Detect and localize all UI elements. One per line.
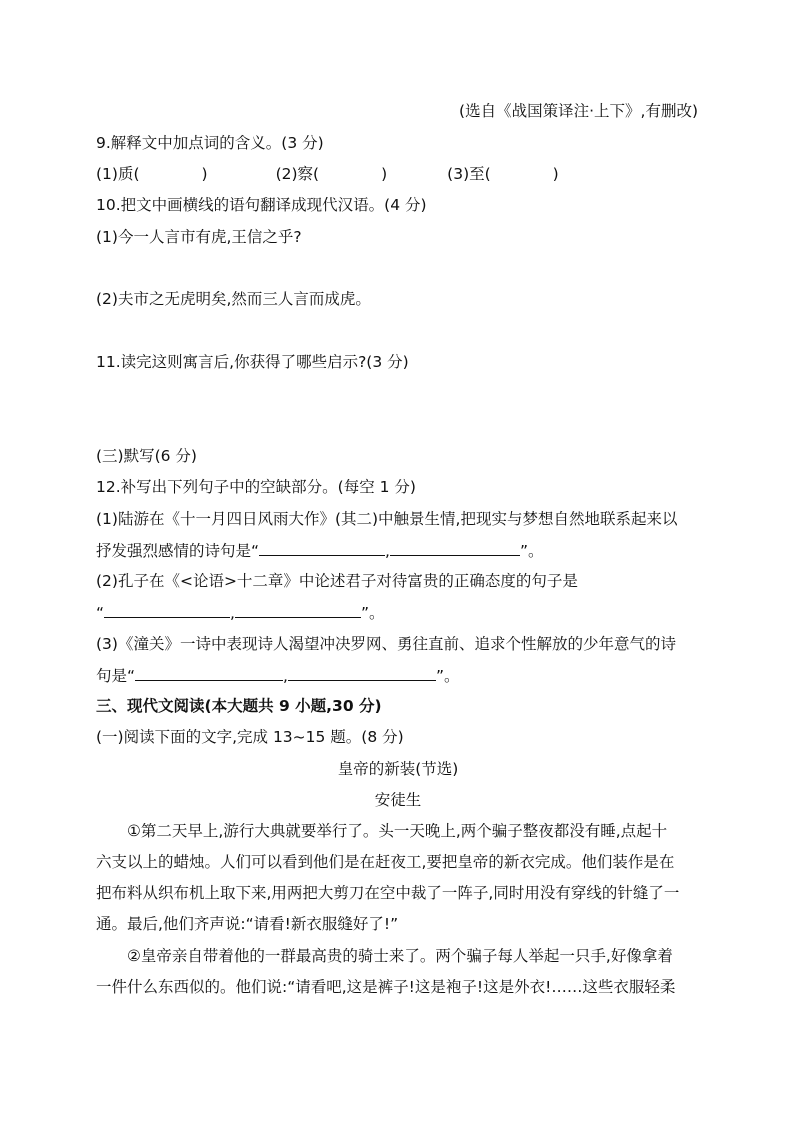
question-10-stem: 10.把文中画横线的语句翻译成现代汉语。(4 分): [96, 196, 427, 214]
q12-item-1-line-1: (1)陆游在《十一月四日风雨大作》(其二)中触景生情,把现实与梦想自然地联系起来以: [96, 510, 678, 528]
blank-1-1[interactable]: [259, 539, 385, 556]
paragraph-1-line-3: 把布料从织布机上取下来,用两把大剪刀在空中裁了一阵子,同时用没有穿线的针缝了一: [96, 884, 680, 902]
question-9-stem: 9.解释文中加点词的含义。(3 分): [96, 134, 324, 152]
source-note: (选自《战国策译注·上下》,有删改): [459, 102, 698, 120]
question-10-item-1: (1)今一人言市有虎,王信之乎?: [96, 228, 302, 246]
q9-item-3-close: ): [552, 165, 559, 183]
paragraph-1-line-4: 通。最后,他们齐声说:“请看!新衣服缝好了!”: [96, 915, 399, 933]
q9-item-1-open: (1)质(: [96, 165, 140, 183]
paragraph-2-line-1: ②皇帝亲自带着他的一群最高贵的骑士来了。两个骗子每人举起一只手,好像拿着: [127, 947, 673, 965]
q12-item-1-line-2: 抒发强烈感情的诗句是“ , ”。: [96, 539, 700, 562]
section-3-heading: 三、现代文阅读(本大题共 9 小题,30 分): [96, 697, 382, 715]
question-10-item-2: (2)夫市之无虎明矣,然而三人言而成虎。: [96, 290, 371, 308]
q9-item-2-open: (2)察(: [275, 165, 320, 183]
q9-item-2-close: ): [381, 165, 388, 183]
q12-item-3-line-2: 句是“ , ”。: [96, 664, 700, 687]
blank-3-1[interactable]: [135, 664, 283, 681]
dictation-section-heading: (三)默写(6 分): [96, 447, 197, 465]
question-12-stem: 12.补写出下列句子中的空缺部分。(每空 1 分): [96, 478, 416, 496]
paragraph-1-line-1: ①第二天早上,游行大典就要举行了。头一天晚上,两个骗子整夜都没有睡,点起十: [127, 822, 668, 840]
blank-2-2[interactable]: [235, 601, 361, 618]
paragraph-1-line-2: 六支以上的蜡烛。人们可以看到他们是在赶夜工,要把皇帝的新衣完成。他们装作是在: [96, 853, 675, 871]
question-11-stem: 11.读完这则寓言后,你获得了哪些启示?(3 分): [96, 353, 409, 371]
q12-item-2-line-1: (2)孔子在《<论语>十二章》中论述君子对待富贵的正确态度的句子是: [96, 572, 578, 590]
q12-item-3-line-1: (3)《潼关》一诗中表现诗人渴望冲决罗网、勇往直前、追求个性解放的少年意气的诗: [96, 635, 676, 653]
blank-3-2[interactable]: [288, 664, 436, 681]
paragraph-2-line-2: 一件什么东西似的。他们说:“请看吧,这是裤子!这是袍子!这是外衣!……这些衣服轻柔: [96, 978, 676, 996]
blank-2-1[interactable]: [104, 601, 230, 618]
reading-1-intro: (一)阅读下面的文字,完成 13~15 题。(8 分): [96, 728, 404, 746]
passage-author: 安徒生: [374, 791, 422, 809]
q9-item-3-open: (3)至(: [447, 165, 491, 183]
q9-item-1-close: ): [201, 165, 208, 183]
question-9-items: [96, 163, 700, 185]
passage-title: 皇帝的新装(节选): [337, 760, 459, 778]
q12-item-2-line-2: “ , ”。: [96, 601, 700, 624]
blank-1-2[interactable]: [390, 539, 520, 556]
